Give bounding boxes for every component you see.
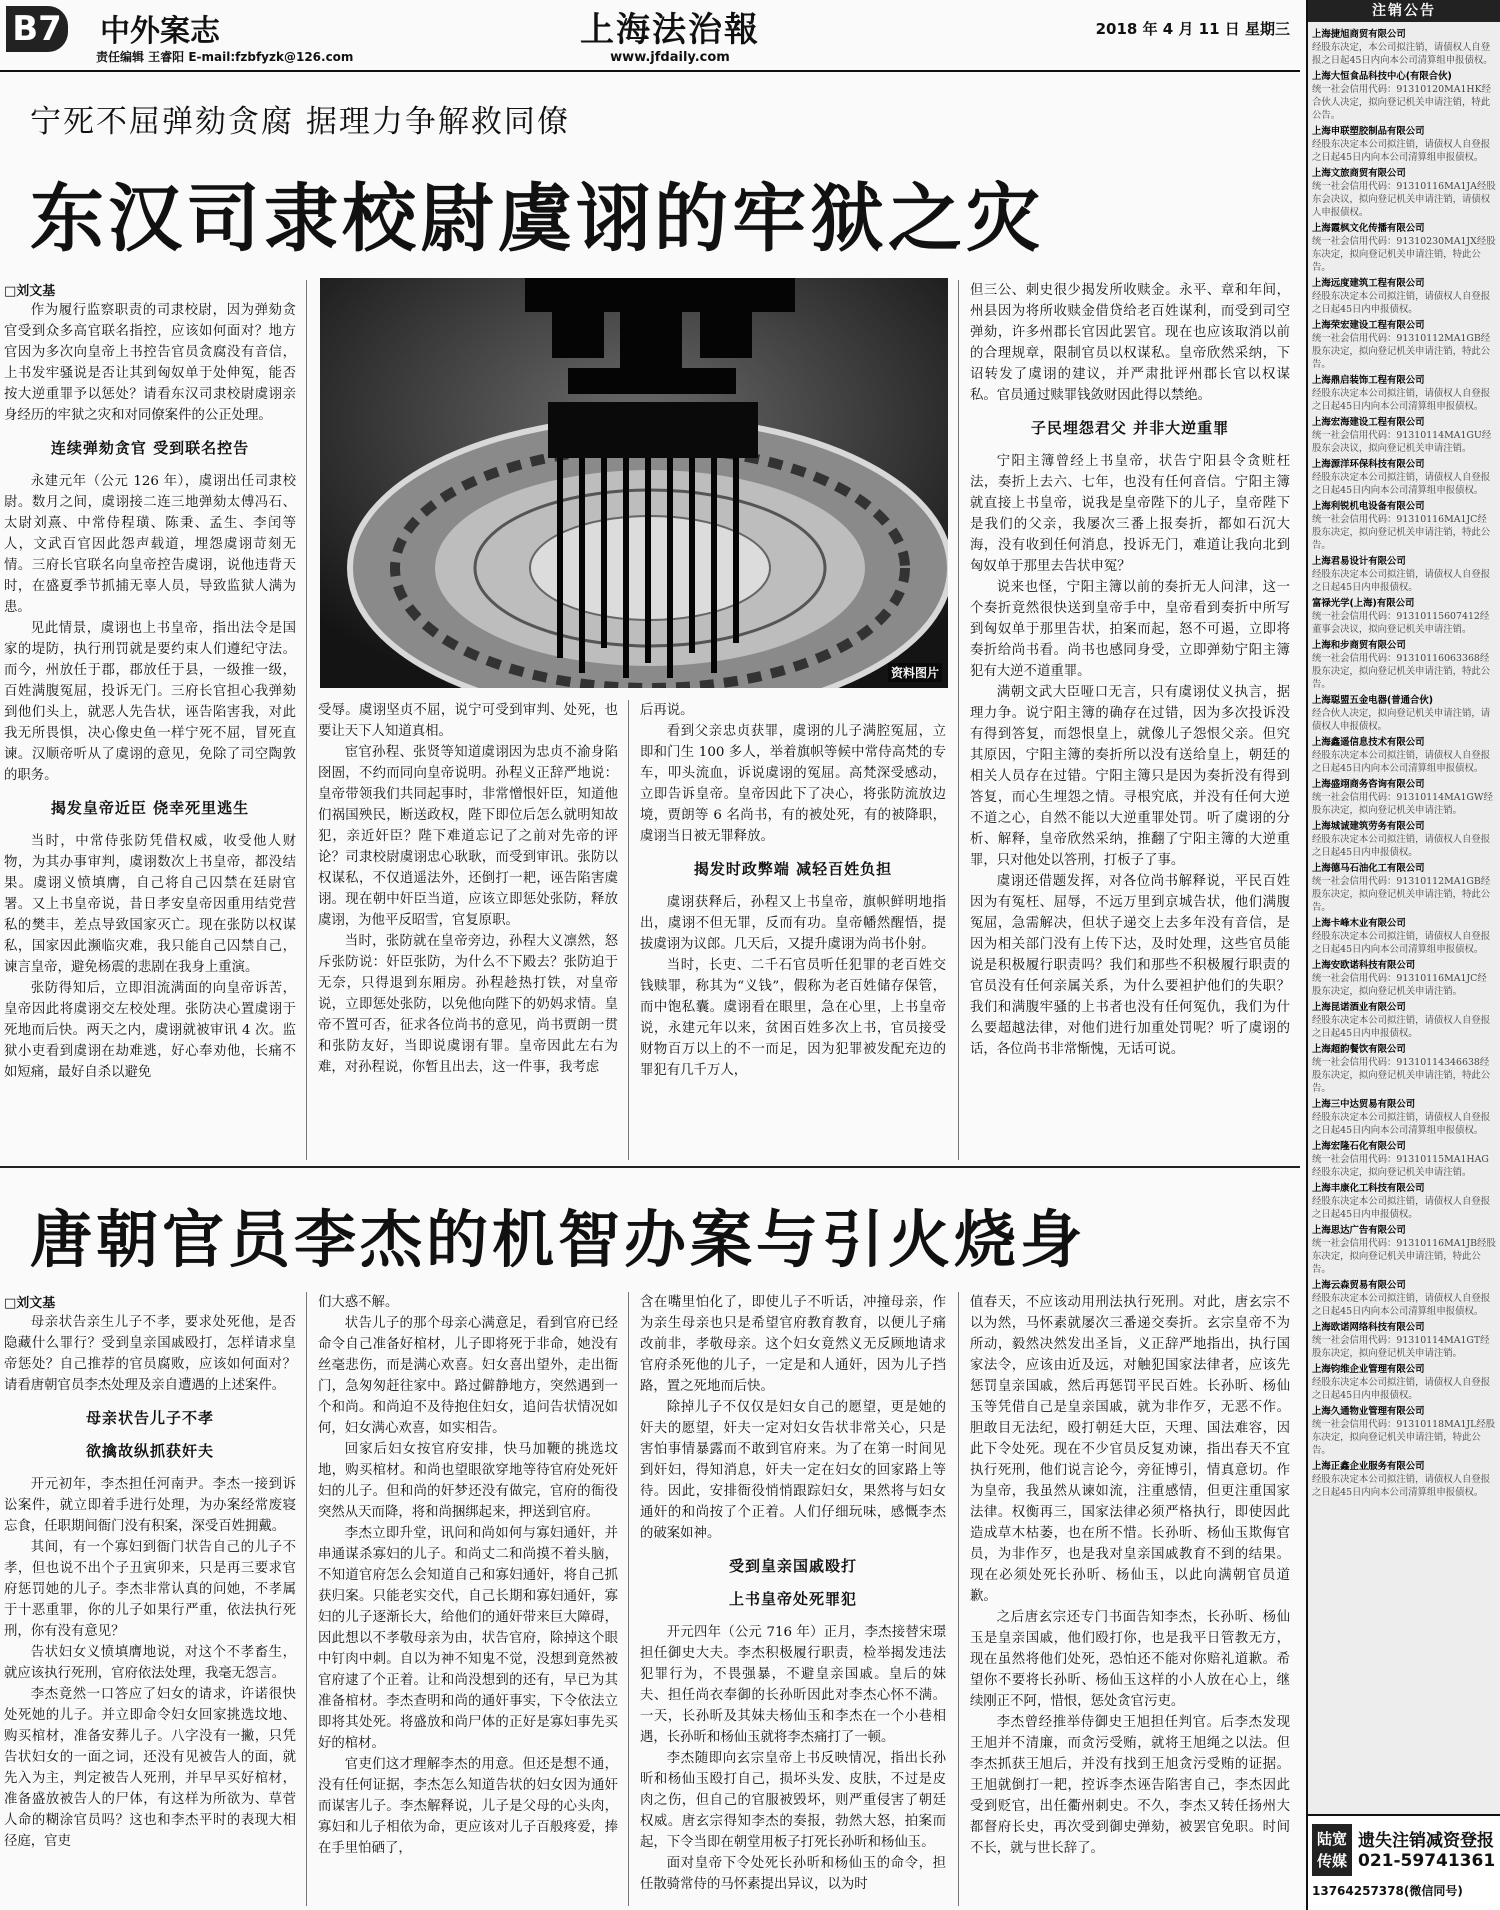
notice-company: 上海和步商贸有限公司	[1312, 640, 1406, 651]
notice-text: 统一社会信用代码：91310112MA1GB经股东决定，拟向登记机关申请注销，特此公告。	[1312, 876, 1491, 913]
advertiser-mobile: 13764257378(微信同号)	[1312, 1884, 1463, 1898]
subheading: 欲擒故纵抓获奸夫	[85, 1442, 214, 1460]
notice-text: 经股东决定本公司拟注销，请债权人自登报之日起45日内向本公司清算组申报债权。	[1312, 750, 1491, 774]
gavel-plate-image	[320, 278, 948, 688]
article2-column-1	[4, 1312, 296, 1906]
page-header	[0, 0, 1300, 72]
notice-text: 经股东决定本公司拟注销，请债权人自登报之日起45日内向本公司清算组申报债权。	[1312, 388, 1491, 412]
paragraph: 面对皇帝下令处死长孙昕和杨仙玉的命令，担任散骑常侍的马怀素提出异议，以为时	[640, 1856, 946, 1892]
subheading: 揭发皇帝近臣 侥幸死里逃生	[50, 799, 250, 817]
paragraph: 回家后妇女按官府安排，快马加鞭的挑选坟地，购买棺材。和尚也望眼欲穿地等待官府处死奸妇的儿子。但和尚的奸梦还没有做完，官府的衙役突然从天而降，将和尚捆绑起来，押送到官府。	[318, 1442, 618, 1520]
paragraph: 李杰竟然一口答应了妇女的请求，许诺很快处死她的儿子。并立即命令妇女回家挑选坟地、购买棺材，准备安葬儿子。八字没有一撇，只凭告状妇女的一面之词，还没有见被告人的面，就先入为主，判定被告人死刑，并早早买好棺材，准备盛放被告人的尸体，有这样为所欲为、草菅人命的糊涂官员吗？这也和李杰平时的表现大相径庭，官吏	[4, 1687, 296, 1849]
article1-column-4	[970, 280, 1290, 1160]
notice-company: 上海聪盟五金电器(普通合伙)	[1312, 695, 1434, 706]
notice-text: 统一社会信用代码：91310230MA1JX经股东决定，拟向登记机关申请注销，特此公告。	[1312, 236, 1496, 273]
notice-company: 上海云森贸易有限公司	[1312, 1280, 1406, 1291]
notice-text: 经股东决定本公司拟注销，请债权人自登报之日起45日内向本公司清算组申报债权。	[1312, 1112, 1491, 1136]
column-divider	[628, 700, 629, 1160]
paragraph: 虞诩还借题发挥，对各位尚书解释说，平民百姓因为有冤枉、屈辱，不远万里到京城告状，他们满腹冤屈，急需解决，但状子递交上去多年没有音信，是因为相关部门没有上传下达，及时处理，这些官员能说是积极履行职责吗？我们和那些不积极履行职责的官员没有任何亲属关系，为什么要袒护他们的失职？我们和满腹牢骚的上书者也没有任何冤仇，我们为什么要超越法律，对他们进行加重处罚呢？听了虞诩的话，各位尚书非常惭愧，无话可说。	[970, 874, 1290, 1057]
notice-company: 上海申联塑胶制品有限公司	[1312, 126, 1425, 137]
article2-column-4	[970, 1292, 1290, 1906]
notice-text: 统一社会信用代码：91310114MA1GU经股东会决议，拟向登记机关申请注销。	[1312, 430, 1492, 454]
notice-text: 经股东决定本公司拟注销，请债权人自登报之日起45日内申报债权。	[1312, 291, 1491, 315]
notice-company: 上海昆诺酒业有限公司	[1312, 1002, 1406, 1013]
notice-company: 上海宏隆石化有限公司	[1312, 1141, 1406, 1152]
notice-company: 上海丰康化工科技有限公司	[1312, 1183, 1425, 1194]
article2-byline: □刘文基	[4, 1296, 56, 1311]
notice-text: 统一社会信用代码：91310114MA1GT经股东决定，拟向登记机关申请注销。	[1312, 1335, 1490, 1359]
notice-company: 上海欧诺网络科技有限公司	[1312, 1322, 1425, 1333]
notice-text: 统一社会信用代码：91310114MA1GW经股东决定，拟向登记机关申请注销。	[1312, 792, 1493, 816]
notice-company: 上海霞枫文化传播有限公司	[1312, 223, 1425, 234]
paragraph: 受辱。虞诩坚贞不屈，说宁可受到审判、处死，也要让天下人知道真相。	[318, 703, 618, 739]
section-name: 中外案志	[100, 14, 220, 49]
article1-column-1	[4, 300, 296, 1160]
notice-text: 经股东决定本公司拟注销，请债权人自登报之日起45日内向本公司清算组申报债权。	[1312, 139, 1491, 163]
notices-list	[1308, 22, 1500, 1502]
paragraph: 当时，长吏、二千石官员听任犯罪的老百姓交钱赎罪，称其为“义钱”，假称为老百姓储存保管，而中饱私囊。虞诩看在眼里，急在心里，上书皇帝说，永建元年以来，贫困百姓多次上书，官员接受财物百万以上的不一而足，因为犯罪被发配充边的罪犯有几千万人，	[640, 958, 946, 1078]
article1-column-2	[318, 700, 618, 1160]
paragraph: 当时，张防就在皇帝旁边，孙程大义凛然，怒斥张防说：奸臣张防，为什么不下殿去？张防迫于无奈，只得退到东厢房。孙程趁热打铁，对皇帝说，立即惩处张防，以免他向陛下的奶妈求情。皇帝不置可否，征求各位尚书的意见，尚书贾朗一贯和张防友好，当即说虞诩有罪。皇帝因此左右为难，对孙程说，你暂且出去，这一件事，我考虑	[318, 934, 618, 1075]
notice-company: 上海大恒食品科技中心(有限合伙)	[1312, 71, 1452, 82]
paragraph: 宦官孙程、张贤等知道虞诩因为忠贞不渝身陷囹圄，不约而同向皇帝说明。孙程义正辞严地说：皇帝带领我们共同起事时，非常憎恨奸臣，知道他们祸国殃民，断送政权，陛下即位后怎么就明知故犯，亲近奸臣？陛下难道忘记了之前对先帝的评论？司隶校尉虞诩忠心耿耿，而受到审讯。张防以权谋私，不仅逍遥法外，还倒打一耙，诬告陷害虞诩。现在朝中奸臣当道，应该立即惩处张防，释放虞诩，为他平反昭雪，官复原职。	[318, 745, 618, 928]
notice-company: 上海远度建筑工程有限公司	[1312, 278, 1425, 289]
notice-text: 统一社会信用代码：91310116MA1JA经股东会决议，拟向登记机关申请注销，请债权人申报债权。	[1312, 181, 1496, 218]
paragraph: 其间，有一个寡妇到衙门状告自己的儿子不孝，但也说不出个子丑寅卯来，只是再三要求官府惩罚她的儿子。李杰非常认真的问她，不孝属于十恶重罪，你的儿子如果行严重，依法执行死刑，你有没有意见？	[4, 1540, 296, 1639]
paragraph: 李杰立即升堂，讯问和尚如何与寡妇通奸，并串通谋杀寡妇的儿子。和尚丈二和尚摸不着头脑，不知道官府怎么会知道自己和寡妇通奸，将自己抓获归案。只能老实交代，自己长期和寡妇通奸，寡妇的儿子逐渐长大，给他们的通奸带来巨大障碍，因此想以不孝敬母亲为由，状告官府，除掉这个眼中钉肉中刺。自以为神不知鬼不觉，没想到竟然被官府逮了个正着。让和尚没想到的还有，早已为其准备棺材。李杰查明和尚的通奸事实，下令依法立即将其处死。将盛放和尚尸体的正好是寡妇事先买好的棺材。	[318, 1526, 618, 1751]
notice-company: 上海鼎启装饰工程有限公司	[1312, 375, 1425, 386]
notice-company: 上海德马石油化工有限公司	[1312, 863, 1425, 874]
column-divider	[958, 280, 959, 1160]
deregistration-notices	[1306, 0, 1500, 1910]
article1-column-3	[640, 700, 946, 1160]
paragraph: 但三公、刺史很少揭发所收赎金。永平、章和年间，州县因为将所收赎金借贷给老百姓谋利，而受到司空弹劾，许多州郡长官因此罢官。现在也应该取消以前的合理规章，限制官员以权谋私。皇帝欣然采纳，下诏转发了虞诩的建议，并严肃批评州郡长官以权谋私。官员通过赎罪钱敛财因此得以禁绝。	[970, 283, 1290, 403]
notice-company: 上海超韵餐饮有限公司	[1312, 1044, 1406, 1055]
notice-company: 富禄光学(上海)有限公司	[1312, 598, 1415, 609]
article2-column-3	[640, 1292, 946, 1906]
paragraph: 说来也怪，宁阳主簿以前的奏折无人问津，这一个奏折竟然很快送到皇帝手中，皇帝看到奏折中所写到匈奴单于那里告状，拍案而起，怒不可遏，立即将奏折给尚书看。尚书也感同身受，立即弹劾宁阳主簿犯有大逆不道重罪。	[970, 580, 1290, 679]
photo-caption: 资料图片	[888, 663, 942, 682]
column-divider	[306, 1292, 307, 1906]
paragraph: 当时，中常侍张防凭借权威，收受他人财物，为其办事审判，虞诩数次上书皇帝，都没结果。虞诩义愤填膺，自己将自己囚禁在廷尉官署。又上书皇帝说，昔日孝安皇帝因重用结党营私的樊丰，差点导致国家灭亡。现在张防以权谋私，国家因此濒临灾难，我只能自己囚禁自己，谏言皇帝，避免杨震的悲剧在我身上重演。	[4, 834, 296, 975]
paragraph: 虞诩获释后，孙程又上书皇帝，旗帜鲜明地指出，虞诩不但无罪，反而有功。皇帝幡然醒悟，提拔虞诩为议郎。几天后，又提升虞诩为尚书仆射。	[640, 895, 946, 952]
paragraph: 官吏们这才理解李杰的用意。但还是想不通，没有任何证据，李杰怎么知道告状的妇女因为通奸而谋害儿子。李杰解释说，儿子是父母的心头肉，寡妇和儿子相依为命，更应该对儿子百般疼爱，捧在手里怕硒了，	[318, 1757, 618, 1856]
notice-company: 上海君易设计有限公司	[1312, 556, 1406, 567]
paragraph: 后再说。	[640, 703, 694, 718]
notice-company: 上海钧维企业管理有限公司	[1312, 1364, 1425, 1375]
notice-text: 经股东决定本公司拟注销，请债权人自登报之日起45日内申报债权。	[1312, 1196, 1491, 1220]
paragraph: 除掉儿子不仅仅是妇女自己的愿望，更是她的奸夫的愿望，奸夫一定对妇女告状非常关心，只是害怕事情暴露而不敢到官府来。为了在第一时间见到奸妇，得知消息，奸夫一定在妇女的回家路上等待。因此，安排衙役悄悄跟踪妇女，果然将与妇女通奸的和尚按了个正着。人们仔细玩味，感慨李杰的破案如神。	[640, 1400, 946, 1541]
notice-company: 上海源洋环保科技有限公司	[1312, 459, 1425, 470]
newspaper-masthead: 上海法治報	[580, 10, 760, 50]
notice-text: 经合伙人决定，拟向登记机关申请注销，请债权人申报债权。	[1312, 708, 1491, 732]
paragraph: 状告儿子的那个母亲心满意足，看到官府已经命令自己准备好棺材，儿子即将死于非命，她没有丝毫悲伤，而是满心欢喜。妇女喜出望外，走出衙门，急匆匆赶往家中。路过僻静地方，突然遇到一个和尚。和尚迫不及待抱住妇女，追问告状情况如何，妇女满心欢喜，如实相告。	[318, 1316, 618, 1436]
notice-company: 上海安欧诺科技有限公司	[1312, 960, 1416, 971]
notice-text: 统一社会信用代码：91310116MA1JC经股东决定，拟向登记机关申请注销。	[1312, 973, 1487, 997]
notice-company: 上海思达广告有限公司	[1312, 1225, 1406, 1236]
subheading: 上书皇帝处死罪犯	[728, 1590, 857, 1608]
notice-text: 统一社会信用代码：91310116063368经股东决定，拟向登记机关申请注销，特此公告。	[1312, 653, 1491, 690]
subheading: 连续弹劾贪官 受到联名控告	[50, 439, 250, 457]
paragraph: 之后唐玄宗还专门书面告知李杰，长孙昕、杨仙玉是皇亲国戚，他们殴打你，也是我平日管教无方，现在虽然将他们处死，恐怕还不能对你赔礼道歉。希望你不要将长孙昕、杨仙玉这样的小人放在心上，继续刚正不阿，惜恨，惩处贪官污吏。	[970, 1610, 1290, 1709]
paragraph: 张防得知后，立即泪流满面的向皇帝诉苦，皇帝因此将虞诩交左校处理。张防决心置虞诩于死地而后快。两天之内，虞诩就被审讯 4 次。监狱小吏看到虞诩在劫难逃，好心奉劝他，长痛不如短痛，最好自杀以避免	[4, 981, 296, 1080]
paragraph: 李杰曾经推举侍御史王旭担任判官。后李杰发现王旭并不清廉，而贪污受贿，就将王旭绳之以法。但李杰抓获王旭后，并没有找到王旭贪污受贿的证据。王旭就倒打一耙，控诉李杰诬告陷害自己，李杰因此受到贬官，出任衢州刺史。不久，李杰又转任扬州大都督府长史，再次受到御史弹劾，被罢官免职。时间不长，就与世长辞了。	[970, 1715, 1290, 1856]
notice-company: 上海久通物业管理有限公司	[1312, 1406, 1425, 1417]
article2-title: 唐朝官员李杰的机智办案与引火烧身	[30, 1203, 1087, 1276]
website-link[interactable]: www.jfdaily.com	[610, 50, 730, 65]
notice-text: 统一社会信用代码：91310114346638经股东决定，拟向登记机关申请注销，特此公告。	[1312, 1057, 1491, 1094]
paragraph: 们大惑不解。	[318, 1295, 399, 1310]
notice-company: 上海城诚建筑劳务有限公司	[1312, 821, 1425, 832]
notice-text: 经股东决定本公司拟注销，请债权人自登报之日起45日内申报债权。	[1312, 1015, 1491, 1039]
notice-text: 经股东决定本公司拟注销，请债权人自登报之日起45日内申报债权。	[1312, 834, 1491, 858]
column-divider	[958, 1292, 959, 1906]
notice-text: 经股东决定本公司拟注销，请债权人自登报之日起45日内向本公司清算组申报债权。	[1312, 1474, 1491, 1498]
paragraph: 见此情景，虞诩也上书皇帝，指出法令是国家的堤防，执行刑罚就是要约束人们遵纪守法。而今，州放任于郡，郡放任于县，一级推一级，百姓满腹冤屈，投诉无门。三府长官担心我弹劾到他们头上，就恶人先告状，诬告陷害我，对此我无所畏惧，决心像史鱼一样宁死不屈，冒死直谏。汉顺帝听从了虞诩的意见，免除了司空陶敦的职务。	[4, 621, 296, 783]
subheading: 受到皇亲国戚殴打	[728, 1557, 857, 1575]
notice-company: 上海三中达贸易有限公司	[1312, 1099, 1416, 1110]
subheading: 揭发时政弊端 减轻百姓负担	[693, 860, 893, 878]
article-separator	[0, 1166, 1300, 1168]
paragraph: 开元四年（公元 716 年）正月，李杰接替宋璟担任御史大夫。李杰积极履行职责，检举揭发违法犯罪行为，不畏强暴，不避皇亲国戚。皇后的妹夫、担任尚衣奉御的长孙昕因此对李杰心怀不满。一天，长孙昕及其妹夫杨仙玉和李杰在一个小巷相遇，长孙昕和杨仙玉就将李杰痛打了一顿。	[640, 1625, 946, 1745]
paragraph: 宁阳主簿曾经上书皇帝，状告宁阳县令贪赃枉法，奏折上去六、七年，也没有任何音信。宁阳主簿就直接上书皇帝，说我是皇帝陛下的儿子，皇帝陛下是我们的父亲，我屡次三番上报奏折，都如石沉大海，没有收到任何消息，投诉无门，难道让我向北到匈奴单于那里去告状申冤？	[970, 454, 1290, 574]
paragraph: 李杰随即向玄宗皇帝上书反映情况，指出长孙昕和杨仙玉殴打自己，损坏头发、皮肤，不过是皮肉之伤，但自己的官服被毁坏，则严重侵害了朝廷权威。唐玄宗得知李杰的奏报，勃然大怒，拍案而起，下令当即在朝堂用板子打死长孙昕和杨仙玉。	[640, 1751, 946, 1850]
notice-company: 上海鑫遥信息技术有限公司	[1312, 737, 1425, 748]
editor-credits: 责任编辑 王睿阳 E-mail:fzbfyzk@126.com	[96, 50, 354, 64]
paragraph: 作为履行监察职责的司隶校尉，因为弹劾贪官受到众多高官联名指控，应该如何面对？地方官因为多次向皇帝上书控告官员贪腐没有音信，上书发牢骚说是否让其到匈奴单于处伸冤，能否按大逆重罪予以惩处？请看东汉司隶校尉虞诩亲身经历的牢狱之灾和对同僚案件的公正处理。	[4, 303, 296, 423]
advertiser-phone: 遗失注销减资登报 021-59741361	[1358, 1831, 1496, 1871]
paragraph: 永建元年（公元 126 年），虞诩出任司隶校尉。数月之间，虞诩接二连三地弹劾太傅冯石、太尉刘熹、中常侍程璜、陈秉、孟生、李闰等人，文武百官因此怨声载道，埋怨虞诩苛刻无情。三府长官联名向皇帝控告虞诩，说他违背天时，在盛夏季节抓捕无辜人员，导致监狱人满为患。	[4, 474, 296, 615]
notice-text: 统一社会信用代码：91310116MA1JC经股东决定，拟向登记机关申请注销，特此公告。	[1312, 514, 1491, 551]
article1-kicker: 宁死不屈弹劾贪腐 据理力争解救同僚	[30, 104, 570, 140]
section-number: B7	[6, 6, 68, 52]
notice-text: 经股东决定本公司拟注销，请债权人自登报之日起45日内申报债权。	[1312, 569, 1491, 593]
paragraph: 满朝文武大臣哑口无言，只有虞诩仗义执言，据理力争。说宁阳主簿的确存在过错，因为多次投诉没有得到答复，而怨恨皇上，就像儿子怨恨父亲。但究其原因，宁阳主簿的奏折所以没有送给皇上，朝廷的相关人员存在过错。宁阳主簿只是因为奏折没有得到答复，而心生埋怨之情。寻根究底，并没有任何大逆不道之心，自然不能以大逆重罪处罚。听了虞诩的分析、解释，皇帝欣然采纳，推翻了宁阳主簿的大逆重罪，只对他处以答刑，打板子了事。	[970, 685, 1290, 868]
notice-text: 经股东决定本公司拟注销，请债权人自登报之日起45日内申报债权。	[1312, 1377, 1491, 1401]
issue-date: 2018 年 4 月 11 日 星期三	[1095, 20, 1290, 38]
notice-company: 上海宏海建设工程有限公司	[1312, 417, 1425, 428]
column-divider	[306, 280, 307, 1160]
notice-company: 上海捷旭商贸有限公司	[1312, 29, 1406, 40]
notice-text: 统一社会信用代码：91310120MA1HK经合伙人决定，拟向登记机关申请注销，特此公告。	[1312, 84, 1491, 121]
notice-text: 统一社会信用代码：91310115MA1HAG经股东决定，拟向登记机关申请注销。	[1312, 1154, 1489, 1178]
article1-title: 东汉司隶校尉虞诩的牢狱之灾	[30, 176, 1044, 262]
paragraph: 含在嘴里怕化了，即使儿子不听话，冲撞母亲，作为亲生母亲也只是希望官府教育教育，以便儿子痛改前非，孝敬母亲。这个妇女竟然义无反顾地请求官府杀死他的儿子，一定是和人通奸，因为儿子挡路，置之死地而后快。	[640, 1295, 946, 1394]
notice-text: 统一社会信用代码：91310116MA1JB经股东决定，拟向登记机关申请注销，特此公告。	[1312, 1238, 1496, 1275]
paragraph: 看到父亲忠贞获罪，虞诩的儿子满腔冤屈，立即和门生 100 多人，举着旗帜等候中常侍高梵的专车，叩头流血，诉说虞诩的冤屈。高梵深受感动，立即告诉皇帝。皇帝因此下了决心，将张防流放边境，贾朗等 6 名尚书，有的被处死，有的被降职，虞诩当日被无罪释放。	[640, 724, 946, 844]
advertiser-contact	[1308, 1814, 1500, 1910]
paragraph: 值春天，不应该动用刑法执行死刑。对此，唐玄宗不以为然，马怀素就屡次三番递交奏折。玄宗皇帝不为所动，毅然决然发出圣旨，义正辞严地指出，执行国家法令，应该由近及远，对触犯国家法律者，应该先惩罚皇亲国戚，然后再惩罚平民百姓。长孙昕、杨仙玉等凭借自己是皇亲国戚，就为非作歹，无恶不作。胆敢目无法纪，殴打朝廷大臣，天理、国法难容，因此下令处死。现在不少官员反复劝谏，指出春天不宜执行死刑，他们说言论今，旁征博引，情真意切。作为皇帝，我虽然从谏如流，注重感情，但更注重国家法律。权衡再三，国家法律必须严格执行，即使因此造成草木枯萎，也在所不惜。长孙昕、杨仙玉欺侮官员，为非作歹，也是我对皇亲国戚教育不到的结果。现在必须处死长孙昕、杨仙玉，以此向满朝官员道歉。	[970, 1295, 1290, 1604]
notice-company: 上海利锐机电设备有限公司	[1312, 501, 1425, 512]
article1-byline: □刘文基	[4, 284, 56, 299]
advertiser-name: 陆宽传媒	[1312, 1824, 1352, 1876]
notice-text: 统一社会信用代码：91310115607412经董事会决议，拟向登记机关申请注销。	[1312, 611, 1490, 635]
article1-photo	[320, 278, 948, 688]
notice-company: 上海荣宏建设工程有限公司	[1312, 320, 1425, 331]
notice-text: 经股东决定本公司拟注销，请债权人自登报之日起45日内向本公司清算组申报债权。	[1312, 472, 1491, 496]
notice-text: 统一社会信用代码：91310118MA1JL经股东决定，拟向登记机关申请注销，特此公告。	[1312, 1419, 1496, 1456]
notice-text: 经股东决定本公司拟注销，请债权人自登报之日起45日内向本公司清算组申报债权。	[1312, 1293, 1491, 1317]
notices-title: 注销公告	[1308, 0, 1500, 22]
notice-company: 上海盛翊商务咨询有限公司	[1312, 779, 1425, 790]
notice-company: 上海卡峰木业有限公司	[1312, 918, 1406, 929]
paragraph: 母亲状告亲生儿子不孝，要求处死他，是否隐藏什么罪行？受到皇亲国戚殴打，怎样请求皇帝惩处？自己推荐的官员腐败，应该如何面对？请看唐朝官员李杰处理及亲自遭遇的上述案件。	[4, 1315, 296, 1393]
notice-text: 经股东决定，本公司拟注销，请债权人自登报之日起45日内向本公司清算组申报债权。	[1312, 42, 1493, 66]
notice-text: 经股东决定本公司拟注销，请债权人自登报之日起45日内向本公司清算组申报债权。	[1312, 931, 1491, 955]
column-divider	[628, 1292, 629, 1906]
paragraph: 开元初年，李杰担任河南尹。李杰一接到诉讼案件，就立即着手进行处理，为办案经常废寝忘食，任职期间衙门没有积案，深受百姓拥戴。	[4, 1477, 296, 1534]
notice-company: 上海文旅商贸有限公司	[1312, 168, 1406, 179]
notice-company: 上海正鑫企业服务有限公司	[1312, 1461, 1425, 1472]
article2-column-2	[318, 1292, 618, 1906]
paragraph: 告状妇女义愤填膺地说，对这个不孝畜生，就应该执行死刑，官府依法处理，我毫无怨言。	[4, 1645, 296, 1681]
notice-text: 统一社会信用代码：91310112MA1GB经股东决定，拟向登记机关申请注销，特此公告。	[1312, 333, 1491, 370]
subheading: 子民埋怨君父 并非大逆重罪	[1030, 419, 1230, 437]
subheading: 母亲状告儿子不孝	[85, 1409, 214, 1427]
